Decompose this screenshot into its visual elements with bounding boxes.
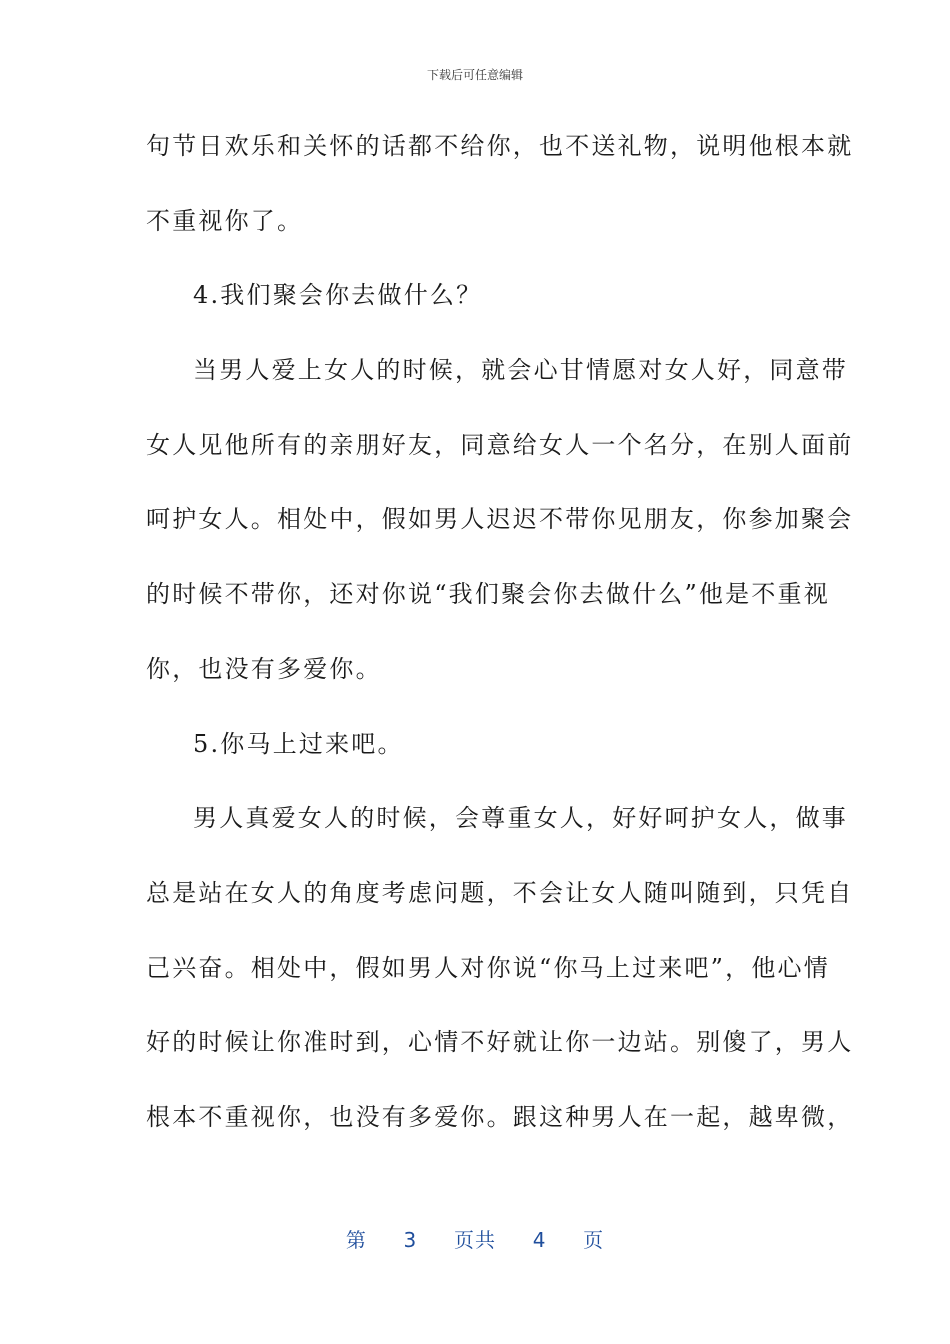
- page-header: 下载后可任意编辑: [426, 68, 523, 82]
- paragraph-line: 总是站在女人的角度考虑问题，不会让女人随叫随到，只凭自: [146, 878, 854, 907]
- footer-middle: 页共: [454, 1228, 496, 1252]
- paragraph-line: 男人真爱女人的时候，会尊重女人，好好呵护女人，做事: [193, 804, 848, 833]
- paragraph-line: 根本不重视你，也没有多爱你。跟这种男人在一起，越卑微，: [146, 1102, 854, 1131]
- section-heading: 4.我们聚会你去做什么？: [193, 281, 483, 310]
- footer-suffix: 页: [583, 1228, 605, 1252]
- paragraph-line: 句节日欢乐和关怀的话都不给你，也不送礼物，说明他根本就: [146, 132, 854, 160]
- footer-prefix: 第: [345, 1228, 367, 1252]
- paragraph-line: 的时候不带你，还对你说“我们聚会你去做什么”他是不重视: [146, 580, 830, 609]
- paragraph-line: 女人见他所有的亲朋好友，同意给女人一个名分，在别人面前: [146, 430, 854, 459]
- paragraph-line: 呵护女人。相处中，假如男人迟迟不带你见朋友，你参加聚会: [146, 505, 854, 534]
- paragraph-line: 好的时候让你准时到，心情不好就让你一边站。别傻了，男人: [146, 1028, 854, 1057]
- total-pages-number: 4: [532, 1228, 547, 1252]
- paragraph-line: 你，也没有多爱你。: [146, 654, 382, 683]
- paragraph-line: 当男人爱上女人的时候，就会心甘情愿对女人好，同意带: [193, 356, 848, 385]
- page-footer: [0, 1224, 950, 1253]
- document-body: [146, 118, 854, 1164]
- paragraph-line: 不重视你了。: [146, 206, 304, 235]
- section-heading: 5.你马上过来吧。: [193, 729, 404, 758]
- paragraph-line: 己兴奋。相处中，假如男人对你说“你马上过来吧”，他心情: [146, 953, 830, 982]
- current-page-number: 3: [403, 1228, 418, 1252]
